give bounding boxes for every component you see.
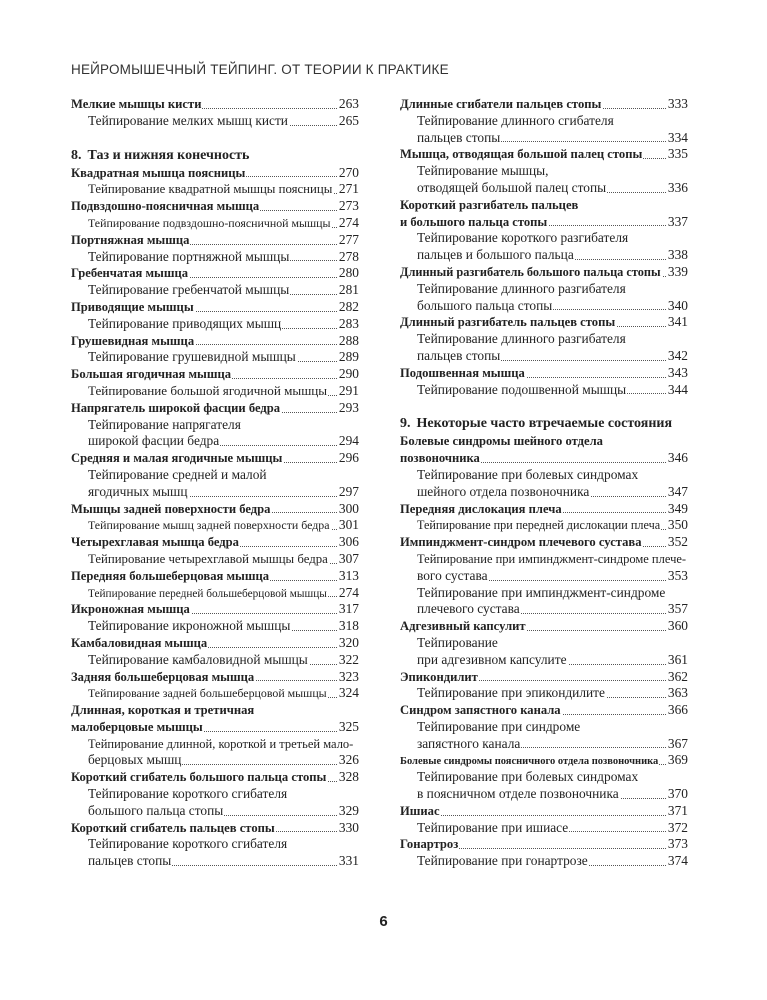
entry-title: Передняя дислокация плеча [400, 501, 562, 516]
page-ref: 335 [667, 146, 688, 162]
page-ref: 353 [667, 567, 688, 583]
page-ref: 282 [338, 298, 359, 314]
entry-title: Тейпирование длинного сгибателя [417, 112, 614, 128]
entry-title: Тейпирование подвздошно-поясничной мышцы [88, 215, 331, 230]
entry-title: Тейпирование напрягателя [88, 416, 241, 432]
section-number: 9. [400, 416, 411, 432]
page-ref: 366 [667, 702, 688, 718]
page-ref: 336 [667, 179, 688, 195]
toc-subentry[interactable] [400, 568, 688, 585]
page-ref: 338 [667, 247, 688, 263]
entry-title: Тейпирование мышцы, [417, 163, 549, 179]
entry-title: Тейпирование камбаловидной мышцы [88, 651, 308, 667]
entry-title: Тейпирование портняжной мышцы [88, 248, 290, 264]
toc-entry[interactable] [400, 669, 688, 686]
toc-subentry[interactable] [71, 484, 359, 501]
toc-entry[interactable] [71, 820, 359, 837]
entry-title: Импинджмент-синдром плечевого сустава [400, 535, 642, 550]
entry-title: Тейпирование подошвенной мышцы [417, 381, 627, 397]
entry-title: Тейпирование при болевых синдромах [417, 466, 639, 482]
page-ref: 306 [338, 534, 359, 550]
toc-subentry[interactable] [400, 853, 688, 870]
toc-subentry[interactable] [400, 247, 688, 264]
entry-title: позвоночника [400, 451, 480, 466]
entry-title: Эпикондилит [400, 669, 478, 684]
page-ref: 334 [667, 129, 688, 145]
entry-title: большого пальца стопы [88, 802, 224, 818]
entry-title: пальцев стопы [417, 347, 501, 363]
toc-entry[interactable] [400, 803, 688, 820]
page-ref: 343 [667, 364, 688, 380]
toc-subentry[interactable] [400, 635, 688, 652]
toc-subentry[interactable] [71, 752, 359, 769]
toc-subentry[interactable] [400, 736, 688, 753]
page-ref: 372 [667, 819, 688, 835]
entry-title: пальцев стопы [88, 853, 172, 869]
toc-subentry[interactable] [400, 551, 688, 568]
page-ref: 294 [338, 433, 359, 449]
toc-entry[interactable] [400, 264, 688, 281]
toc-entry[interactable] [400, 501, 688, 518]
toc-subentry[interactable] [400, 484, 688, 501]
page-ref: 265 [338, 112, 359, 128]
page-ref: 273 [338, 198, 359, 214]
toc-subentry[interactable] [71, 585, 359, 602]
page-ref: 328 [338, 769, 359, 785]
toc-subentry[interactable] [71, 282, 359, 299]
toc-entry[interactable] [71, 96, 359, 113]
toc-subentry[interactable] [71, 736, 359, 753]
entry-title: берцовых мышц [88, 752, 182, 768]
toc-subentry[interactable] [71, 433, 359, 450]
toc-subentry[interactable] [400, 719, 688, 736]
toc-entry[interactable] [71, 400, 359, 417]
toc-subentry[interactable] [71, 417, 359, 434]
entry-title: Тейпирование икроножной мышцы [88, 618, 291, 634]
toc-subentry[interactable] [71, 215, 359, 232]
entry-title: вого сустава [417, 567, 488, 583]
page-ref: 340 [667, 297, 688, 313]
toc-subentry[interactable] [71, 803, 359, 820]
entry-title: Синдром запястного канала [400, 703, 561, 718]
entry-title: Тейпирование при синдроме [417, 718, 581, 734]
toc-entry[interactable] [71, 333, 359, 350]
toc-subentry[interactable] [71, 652, 359, 669]
entry-title: Мышца, отводящая большой палец стопы [400, 147, 643, 162]
entry-title: Короткий разгибатель пальцев [400, 197, 579, 212]
entry-title: при адгезивном капсулите [417, 651, 567, 667]
page-ref: 278 [338, 248, 359, 264]
toc-subentry[interactable] [400, 331, 688, 348]
toc-subentry[interactable] [400, 230, 688, 247]
entry-title: Болевые синдромы шейного отдела [400, 434, 603, 449]
toc-subentry[interactable] [400, 517, 688, 534]
toc-subentry[interactable] [400, 786, 688, 803]
toc-left-column [71, 96, 359, 870]
page-ref: 326 [338, 752, 359, 768]
entry-title: Тейпирование короткого сгибателя [88, 836, 288, 852]
entry-title: Тейпирование длинного разгибателя [417, 331, 626, 347]
section-title: Таз и нижняя конечность [87, 147, 250, 163]
page-ref: 318 [338, 618, 359, 634]
entry-title: Камбаловидная мышца [71, 635, 208, 650]
toc-section-heading [400, 415, 688, 433]
entry-title: Грушевидная мышца [71, 333, 195, 348]
toc-subentry[interactable] [400, 382, 688, 399]
entry-title: Тейпирование при ишиасе [417, 819, 569, 835]
toc-subentry[interactable] [71, 685, 359, 702]
page-ref: 362 [667, 668, 688, 684]
toc-section-heading [71, 147, 359, 165]
section-number: 8. [71, 147, 82, 163]
toc-subentry[interactable] [400, 769, 688, 786]
toc-subentry[interactable] [71, 551, 359, 568]
running-head: НЕЙРОМЫШЕЧНЫЙ ТЕЙПИНГ. ОТ ТЕОРИИ К ПРАКТИКЕ [71, 62, 449, 77]
toc-entry[interactable] [71, 719, 359, 736]
entry-title: Тейпирование длинного разгибателя [417, 280, 626, 296]
toc-subentry[interactable] [71, 836, 359, 853]
page-ref: 367 [667, 735, 688, 751]
page-ref: 357 [667, 601, 688, 617]
entry-title: Короткий сгибатель большого пальца стопы [71, 770, 327, 785]
entry-title: Тейпирование мелких мышц кисти [88, 112, 288, 128]
entry-title: в поясничном отделе позвоночника [417, 786, 619, 802]
entry-title: Длинный разгибатель большого пальца стопы [400, 264, 661, 279]
page-ref: 297 [338, 483, 359, 499]
entry-title: Гребенчатая мышца [71, 266, 189, 281]
entry-title: Тейпирование большой ягодичной мышцы [88, 382, 328, 398]
entry-title: Приводящие мышцы [71, 299, 194, 314]
page-ref: 263 [338, 96, 359, 111]
toc-entry[interactable] [400, 618, 688, 635]
page-ref: 371 [667, 802, 688, 818]
entry-title: Ишиас [400, 803, 440, 818]
page-ref: 373 [667, 836, 688, 852]
page-ref: 346 [667, 450, 688, 466]
entry-title: Длинный разгибатель пальцев стопы [400, 315, 616, 330]
page-ref: 280 [338, 265, 359, 281]
toc-entry[interactable] [400, 96, 688, 113]
toc-entry[interactable] [71, 450, 359, 467]
toc-entry[interactable] [400, 197, 688, 214]
page-ref: 296 [338, 450, 359, 466]
entry-title: Гонартроз [400, 837, 459, 852]
toc-entry[interactable] [71, 568, 359, 585]
entry-title: Четырехглавая мышца бедра [71, 535, 239, 550]
toc-subentry[interactable] [400, 820, 688, 837]
toc-subentry[interactable] [71, 316, 359, 333]
entry-title: Задняя большеберцовая мышца [71, 669, 255, 684]
page-ref: 352 [667, 534, 688, 550]
page-ref: 293 [338, 399, 359, 415]
page-ref: 339 [667, 263, 688, 279]
entry-title: Портняжная мышца [71, 232, 190, 247]
page-ref: 369 [667, 752, 688, 768]
page-ref: 361 [667, 651, 688, 667]
page-ref: 342 [667, 347, 688, 363]
entry-title: Тейпирование при импинджмент-синдроме плече- [417, 551, 687, 566]
entry-title: Квадратная мышца поясницы [71, 165, 246, 180]
toc-entry[interactable] [400, 702, 688, 719]
toc-subentry[interactable] [400, 281, 688, 298]
entry-title: Подошвенная мышца [400, 365, 525, 380]
toc-subentry[interactable] [400, 652, 688, 669]
dot-leader [400, 815, 688, 816]
entry-title: Большая ягодичная мышца [71, 367, 232, 382]
entry-title: Тейпирование средней и малой [88, 466, 267, 482]
entry-title: плечевого сустава [417, 601, 520, 617]
toc-subentry[interactable] [71, 786, 359, 803]
entry-title: запястного канала [417, 735, 521, 751]
toc-subentry[interactable] [400, 113, 688, 130]
entry-title: шейного отдела позвоночника [417, 483, 590, 499]
toc-subentry[interactable] [71, 618, 359, 635]
entry-title: Тейпирование гребенчатой мышцы [88, 282, 290, 298]
toc-entry[interactable] [400, 433, 688, 450]
entry-title: Тейпирование мышц задней поверхности бедра [88, 518, 330, 533]
entry-title: ягодичных мышц [88, 483, 188, 499]
entry-title: Тейпирование задней большеберцовой мышцы [88, 686, 327, 701]
toc-subentry[interactable] [71, 113, 359, 130]
toc-entry[interactable] [400, 534, 688, 551]
page-ref: 317 [338, 601, 359, 617]
toc-entry[interactable] [400, 214, 688, 231]
entry-title: Короткий сгибатель пальцев стопы [71, 820, 275, 835]
page-ref: 331 [338, 853, 359, 869]
entry-title: Адгезивный капсулит [400, 619, 526, 634]
toc-entry[interactable] [400, 365, 688, 382]
entry-title: Тейпирование при эпикондилите [417, 685, 605, 701]
section-title: Некоторые часто втречаемые состояния [416, 416, 673, 432]
page-ref: 320 [338, 634, 359, 650]
toc-entry[interactable] [71, 669, 359, 686]
page-ref: 281 [338, 282, 359, 298]
entry-title: Тейпирование квадратной мышцы поясницы [88, 182, 333, 197]
page-ref: 341 [667, 314, 688, 330]
entry-title: Тейпирование четырехглавой мышцы бедра [88, 551, 328, 566]
toc-entry[interactable] [71, 501, 359, 518]
page-ref: 307 [338, 550, 359, 566]
entry-title: Тейпирование при гонартрозе [417, 853, 588, 869]
page-ref: 363 [667, 685, 688, 701]
page-ref: 301 [338, 517, 359, 533]
toc-entry[interactable] [71, 232, 359, 249]
entry-title: Тейпирование грушевидной мышцы [88, 349, 296, 365]
page-ref: 329 [338, 802, 359, 818]
page-ref: 360 [667, 618, 688, 634]
entry-title: Длинные сгибатели пальцев стопы [400, 97, 602, 111]
toc-subentry[interactable] [71, 249, 359, 266]
page-ref: 289 [338, 349, 359, 365]
toc-subentry[interactable] [400, 348, 688, 365]
page-ref: 333 [667, 96, 688, 111]
entry-title: Икроножная мышца [71, 602, 190, 617]
toc-subentry[interactable] [400, 601, 688, 618]
entry-title: Тейпирование [417, 634, 498, 650]
page-number: 6 [379, 913, 388, 930]
entry-title: малоберцовые мышцы [71, 719, 203, 734]
page-ref: 274 [338, 584, 359, 600]
toc-subentry[interactable] [71, 181, 359, 198]
page-ref: 347 [667, 483, 688, 499]
toc-subentry[interactable] [400, 585, 688, 602]
entry-title: пальцев стопы [417, 129, 501, 145]
page-ref: 313 [338, 567, 359, 583]
entry-title: Мелкие мышцы кисти [71, 97, 202, 111]
entry-title: Средняя и малая ягодичные мышцы [71, 451, 283, 466]
page-ref: 277 [338, 231, 359, 247]
toc-subentry[interactable] [71, 517, 359, 534]
toc-subentry[interactable] [400, 467, 688, 484]
entry-title: Тейпирование при импинджмент-синдроме [417, 584, 666, 600]
toc-entry[interactable] [71, 702, 359, 719]
page-ref: 325 [338, 718, 359, 734]
toc-subentry[interactable] [71, 467, 359, 484]
entry-title: Тейпирование короткого разгибателя [417, 230, 629, 246]
page-ref: 288 [338, 332, 359, 348]
toc-entry[interactable] [400, 314, 688, 331]
entry-title: Тейпирование при болевых синдромах [417, 769, 639, 785]
page-ref: 374 [667, 853, 688, 869]
toc-entry[interactable] [71, 366, 359, 383]
page-ref: 274 [338, 214, 359, 230]
page-ref: 291 [338, 382, 359, 398]
toc-entry[interactable] [71, 165, 359, 182]
page-ref: 283 [338, 315, 359, 331]
toc-entry[interactable] [71, 299, 359, 316]
toc-entry[interactable] [400, 836, 688, 853]
entry-title: и большого пальца стопы [400, 214, 548, 229]
toc-subentry[interactable] [400, 298, 688, 315]
toc-subentry[interactable] [71, 383, 359, 400]
entry-title: Тейпирование приводящих мышц [88, 315, 282, 331]
toc-entry[interactable] [400, 146, 688, 163]
page-ref: 349 [667, 500, 688, 516]
entry-title: Подвздошно-поясничная мышца [71, 199, 260, 214]
page-ref: 322 [338, 651, 359, 667]
entry-title: Тейпирование при передней дислокации плеча [417, 518, 661, 533]
page-ref: 270 [338, 164, 359, 180]
entry-title: Напрягатель широкой фасции бедра [71, 400, 281, 415]
page-ref: 370 [667, 786, 688, 802]
toc-subentry[interactable] [400, 180, 688, 197]
section-spacer [71, 130, 359, 147]
entry-title: Тейпирование короткого сгибателя [88, 786, 288, 802]
toc-entry[interactable] [71, 601, 359, 618]
toc-entry[interactable] [71, 635, 359, 652]
entry-title: отводящей большой палец стопы [417, 179, 607, 195]
entry-title: Тейпирование передней большеберцовой мышцы [88, 587, 327, 600]
toc-right-column [400, 96, 688, 870]
section-spacer [400, 398, 688, 415]
entry-title: пальцев и большого пальца [417, 247, 574, 263]
toc-subentry[interactable] [400, 685, 688, 702]
toc-entry[interactable] [71, 769, 359, 786]
toc-entry[interactable] [400, 450, 688, 467]
entry-title: широкой фасции бедра [88, 433, 220, 449]
toc-subentry[interactable] [400, 130, 688, 147]
page-ref: 337 [667, 213, 688, 229]
entry-title: большого пальца стопы [417, 297, 553, 313]
page-ref: 300 [338, 500, 359, 516]
entry-title: Передняя большеберцовая мышца [71, 568, 270, 583]
toc-subentry[interactable] [71, 349, 359, 366]
entry-title: Мышцы задней поверхности бедра [71, 501, 271, 516]
entry-title: Болевые синдромы поясничного отдела позвоночника [400, 756, 659, 768]
page-ref: 330 [338, 819, 359, 835]
page-ref: 350 [667, 517, 688, 533]
toc-entry[interactable] [71, 198, 359, 215]
page-ref: 324 [338, 685, 359, 701]
page-ref: 344 [667, 381, 688, 397]
toc-entry[interactable] [400, 752, 688, 769]
entry-title: Тейпирование длинной, короткой и третьей мало- [88, 736, 354, 751]
page-ref: 323 [338, 668, 359, 684]
toc-entry[interactable] [71, 265, 359, 282]
page-ref: 290 [338, 366, 359, 382]
toc-entry[interactable] [71, 534, 359, 551]
toc-subentry[interactable] [400, 163, 688, 180]
page-ref: 271 [338, 181, 359, 197]
entry-title: Длинная, короткая и третичная [71, 703, 255, 718]
toc-subentry[interactable] [71, 853, 359, 870]
